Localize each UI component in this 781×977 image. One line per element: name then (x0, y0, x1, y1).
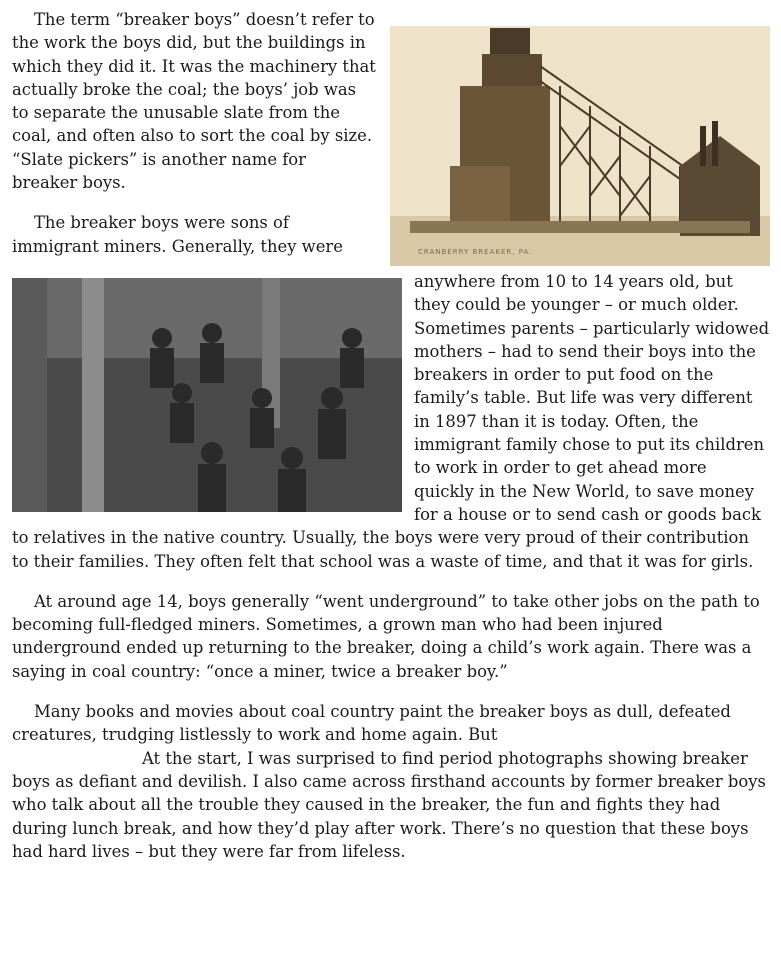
breaker-illustration (390, 26, 770, 266)
paragraph-3: At around age 14, boys generally “went underground” to take other jobs on the path to becoming full-fledged miners. Sometimes, a grown man who had been injured underground ended up returning to the breaker, doing a child’s work again. There was a saying in coal country: “once a miner, twice a breaker boy.” (12, 591, 760, 681)
photo-caption: CRANBERRY BREAKER, PA. (418, 247, 533, 256)
breaker-photo (390, 26, 770, 266)
breaker-boys-photo (12, 278, 402, 512)
paragraph-1: The term “breaker boys” doesn’t refer to the work the boys did, but the buildings in which they did it. It was the machinery that actually broke the coal; the boys’ job was to separate the unusable slate from the coal, and often also to sort the coal by size. “Slate pickers” is another name for breaker boys. (12, 10, 376, 193)
article (12, 8, 770, 880)
paragraph-4 (12, 700, 770, 863)
paragraph-4-part1: Many books and movies about coal country paint the breaker boys as dull, defeated creatures, trudging listlessly to work and home again. But (12, 702, 731, 745)
paragraph-4-part2: At the start, I was surprised to find period photographs showing breaker boys as defiant and devilish. I also came across firsthand accounts by former breaker boys who talk about all the trouble they caused in the breaker, the fun and fights they had during lunch break, and how they’d play after work. There’s no question that these boys had hard lives – but they were far from lifeless. (12, 748, 766, 861)
paragraph-2-text: The breaker boys were sons of immigrant miners. Generally, they were anywhere from 10 to 14 years old, but they could be younger – or much older. Sometimes parents – particularly widowed mothers – had to send their boys into the breakers in order to put food on the family’s table. But life was very different in 1897 than it is today. Often, the immigrant family chose to put its children to work in order to get ahead more quickly in the New World, to save money for a house or to send cash or goods back to relatives in the native country. Usually, the boys were very proud of their contribution to their families. They often felt that school was a waste of time, and that it was for girls. (12, 213, 770, 571)
breaker-boys-illustration (12, 278, 402, 512)
